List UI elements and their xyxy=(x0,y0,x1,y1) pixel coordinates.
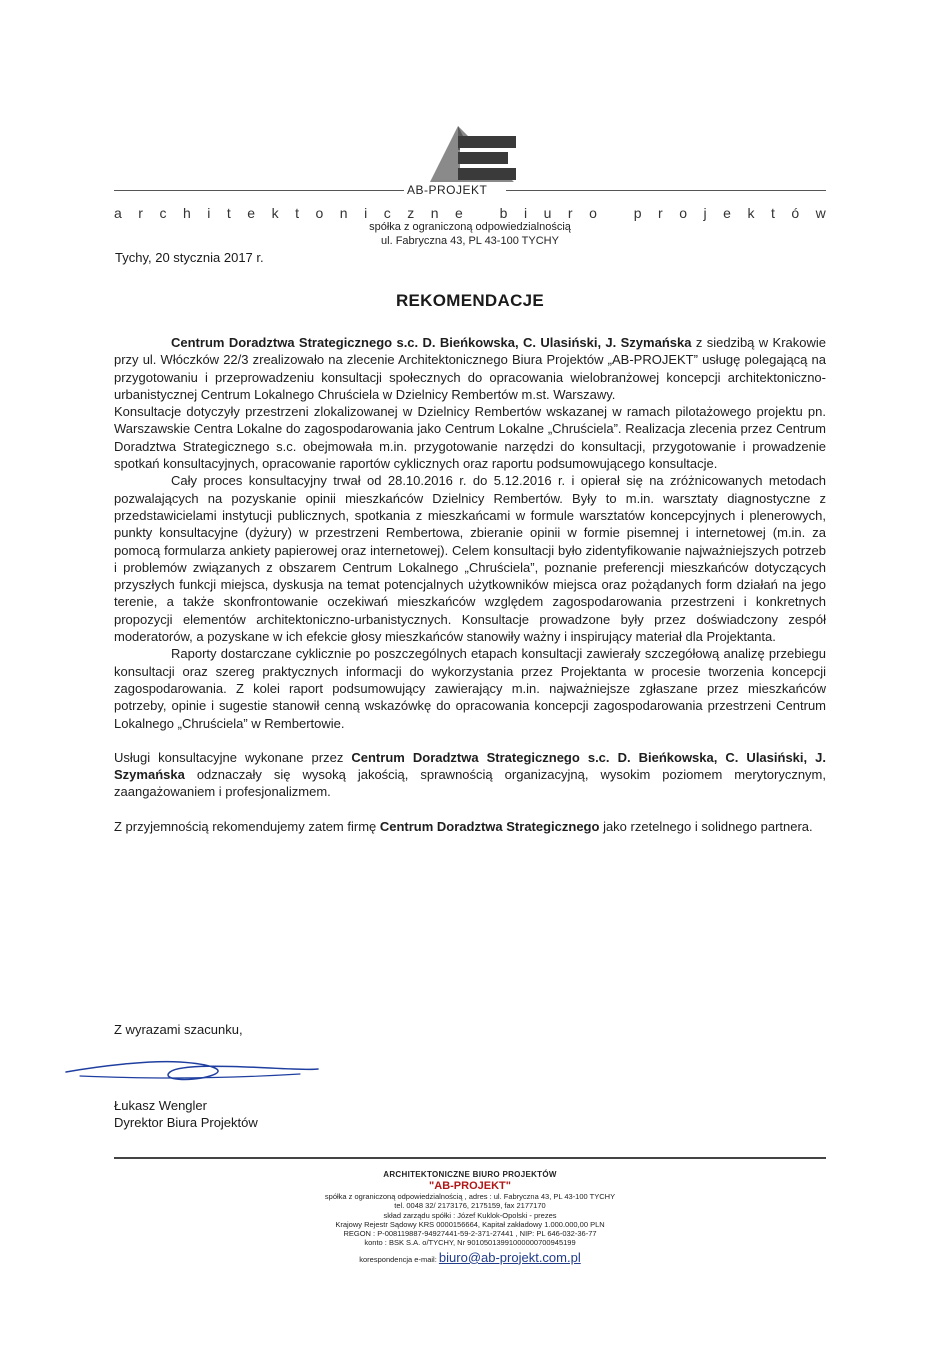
paragraph-6-post: jako rzetelnego i solidnego partnera. xyxy=(599,818,813,834)
tagline-letter: a xyxy=(114,205,122,221)
footer-board: skład zarządu spółki : Józef Kuklok-Opolski - prezes xyxy=(383,1210,557,1220)
handwritten-signature xyxy=(60,1052,320,1092)
tagline-letter: o xyxy=(679,205,688,221)
paragraph-6-bold: Centrum Doradztwa Strategicznego xyxy=(379,818,600,834)
tagline-letter: w xyxy=(815,205,826,221)
company-name: AB-PROJEKT xyxy=(407,183,488,197)
tagline-letter: i xyxy=(207,205,211,221)
paragraph-5-bold: Centrum Doradztwa Strategicznego s.c. D. Bieńkowska, C. Ulasiński, J. Szymańska xyxy=(114,749,827,783)
tagline-letter: b xyxy=(499,205,508,221)
tagline-letter: e xyxy=(247,205,256,221)
footer-phone: tel. 0048 32/ 2173176, 2175159, fax 2177170 xyxy=(394,1201,546,1211)
footer-rule xyxy=(114,1157,826,1159)
footer-brand: "AB-PROJEKT" xyxy=(429,1180,511,1192)
tagline-letter: n xyxy=(339,205,348,221)
paragraph-4: Raporty dostarczane cyklicznie po poszczególnych etapach konsultacji zawierały szczegółową analizę przebiegu konsultacji oraz szereg praktycznych informacji do wykorzystania przez Projektanta w procesie tworzenia koncepcji zagospodarowania. Z kolei raport podsumowujący zawierający m.in. najważniejsze zgłaszane przez mieszkańców potrzeby, opinie i sugestie stanowił cenną wskazówkę do opracowania koncepcji zagospodarowania przestrzeni Centrum Lokalnego „Chruściela” w Rembertowie. xyxy=(114,646,826,731)
header-rule-left xyxy=(114,190,404,191)
ab-projekt-logo-icon xyxy=(412,124,532,184)
paragraph-3: Cały proces konsultacyjny trwał od 28.10.2016 r. do 5.12.2016 r. i opierał się na zróżnicowanych metodach pozwalających na pozyskanie opinii mieszkańców Dzielnicy Rembertów. Były to m.in. warsztaty diagnostyczne z przedstawicielami instytucji publicznych, spotkania z mieszkańcami w formule warsztatów koncepcyjnych i plenerowych, punkty konsultacyjne (dyżury) w przestrzeni Rembertowa, zbieranie opinii w formie pisemnej i internetowej (m.in. za pomocą formularza ankiety papierowej oraz internetowej). Celem konsultacji było zidentyfikowanie najważniejszych potrzeb i problemów związanych z obszarem Centrum Lokalnego „Chruściela”, poznanie preferencji mieszkańców dotyczących przyszłych funkcji miejsca, dyskusja na temat potencjalnych użytkowników miejsca oraz pożądanych form działań na jego terenie, a także skonfrontowanie oczekiwań mieszkańców względem zagospodarowania przestrzeni i konkretnych propozycji elementów architektoniczno-urbanistycznych. Konsultacje prowadzone były przez doświadczony zespół moderatorów, a pozyskane w ich efekcie głosy mieszkańców stanowiły ważny i inspirujący materiał dla Projektanta. xyxy=(114,473,826,645)
footer-email-row xyxy=(240,1250,700,1265)
tagline-letter: z xyxy=(407,205,415,221)
tagline-letter: k xyxy=(747,205,755,221)
signer-role: Dyrektor Biura Projektów xyxy=(114,1115,258,1130)
legal-form: spółka z ograniczoną odpowiedzialnością xyxy=(369,221,571,233)
signer-name: Łukasz Wengler xyxy=(114,1098,207,1113)
closing-salutation: Z wyrazami szacunku, xyxy=(114,1022,243,1037)
tagline-letter: r xyxy=(138,205,143,221)
tagline-letter: h xyxy=(182,205,191,221)
tagline-letter: e xyxy=(723,205,731,221)
paragraph-1-text: z siedzibą w Krakowie przy ul. Włóczków 22/3 zrealizowało na zlecenie Architektonicznego Biura Projektów „AB-PROJEKT” usługę polegającą na przygotowaniu i przeprowadzeniu konsultacji społecznych do opracowania wielobranżowej koncepcji architektoniczno-urbanistycznej Centrum Lokalnego Chruściela w Dzielnicy Rembertów m.st. Warszawy. xyxy=(114,335,826,402)
footer-company-line: ARCHITEKTONICZNE BIURO PROJEKTÓW xyxy=(383,1170,557,1179)
client-name-bold: Centrum Doradztwa Strategicznego s.c. D. Bieńkowska, C. Ulasiński, J. Szymańska xyxy=(171,335,692,350)
tagline-letter: t xyxy=(226,205,231,221)
tagline-letter: c xyxy=(383,205,391,221)
tagline-letter: o xyxy=(315,205,324,221)
paragraph-5-post: odznaczały się wysoką jakością, sprawnością organizacyjną, wysokim poziomem merytorycznym, zaangażowaniem i profesjonalizmem. xyxy=(114,767,826,800)
footer-regon-nip: REGON : P-008119887-94927441-59-2-371-27441 , NIP: PL 646-032-36-77 xyxy=(343,1229,597,1239)
tagline-letter: i xyxy=(523,205,528,221)
tagline-letter: i xyxy=(364,205,368,221)
tagline-letter: p xyxy=(633,205,642,221)
page-title: REKOMENDACJE xyxy=(395,291,545,310)
paragraph-6-pre: Z przyjemnością rekomendujemy zatem firmę xyxy=(114,818,380,834)
tagline-letter: k xyxy=(271,205,279,221)
tagline-letter: r xyxy=(567,205,573,221)
tagline-letter: t xyxy=(295,205,299,221)
tagline-letter: c xyxy=(159,205,167,221)
tagline-letter xyxy=(479,205,483,221)
footer-email-link[interactable]: biuro@ab-projekt.com.pl xyxy=(438,1249,581,1265)
footer-address: spółka z ograniczoną odpowiedzialnością , adres : ul. Fabryczna 43, PL 43-100 TYCHY xyxy=(324,1192,616,1201)
tagline-letter: u xyxy=(543,205,552,221)
header-rule-right xyxy=(506,190,826,191)
tagline-letter: j xyxy=(703,205,707,221)
footer-bank: konto : BSK S.A. o/TYCHY, Nr 90105013991000000700945199 xyxy=(364,1238,576,1248)
footer-email-label: korespondencja e-mail: xyxy=(359,1254,437,1264)
tagline-letter: r xyxy=(658,205,663,221)
tagline-letter: ó xyxy=(791,205,800,221)
paragraph-1 xyxy=(114,334,826,403)
letter-date: Tychy, 20 stycznia 2017 r. xyxy=(115,250,264,265)
tagline-letter: n xyxy=(430,205,439,221)
letter-body xyxy=(114,334,826,835)
tagline-letter: o xyxy=(589,205,597,221)
footer xyxy=(240,1170,700,1265)
tagline-letter: e xyxy=(454,205,463,221)
tagline-letter: t xyxy=(770,205,775,221)
footer-krs: Krajowy Rejestr Sądowy KRS 0000156664, Kapitał zakładowy 1.000.000,00 PLN xyxy=(335,1219,605,1229)
paragraph-6 xyxy=(114,818,826,835)
tagline-letter xyxy=(613,205,617,221)
company-address: ul. Fabryczna 43, PL 43-100 TYCHY xyxy=(381,235,559,247)
paragraph-5 xyxy=(114,749,826,801)
company-tagline xyxy=(114,205,826,221)
paragraph-2: Konsultacje dotyczyły przestrzeni zlokalizowanej w Dzielnicy Rembertów wskazanej w ramach pilotażowego projektu pn. Warszawskie Centra Lokalne do zagospodarowania jako Centrum Lokalne „Chruściela”. Realizacja zlecenia przez Centrum Doradztwa Strategicznego s.c. obejmowała m.in. przygotowanie narzędzi do konsultacji, przygotowanie i prowadzenie spotkań konsultacyjnych, opracowanie raportów cyklicznych oraz raportu podsumowującego konsultacje. xyxy=(114,404,826,472)
paragraph-5-pre: Usługi konsultacyjne wykonane przez xyxy=(114,749,352,765)
